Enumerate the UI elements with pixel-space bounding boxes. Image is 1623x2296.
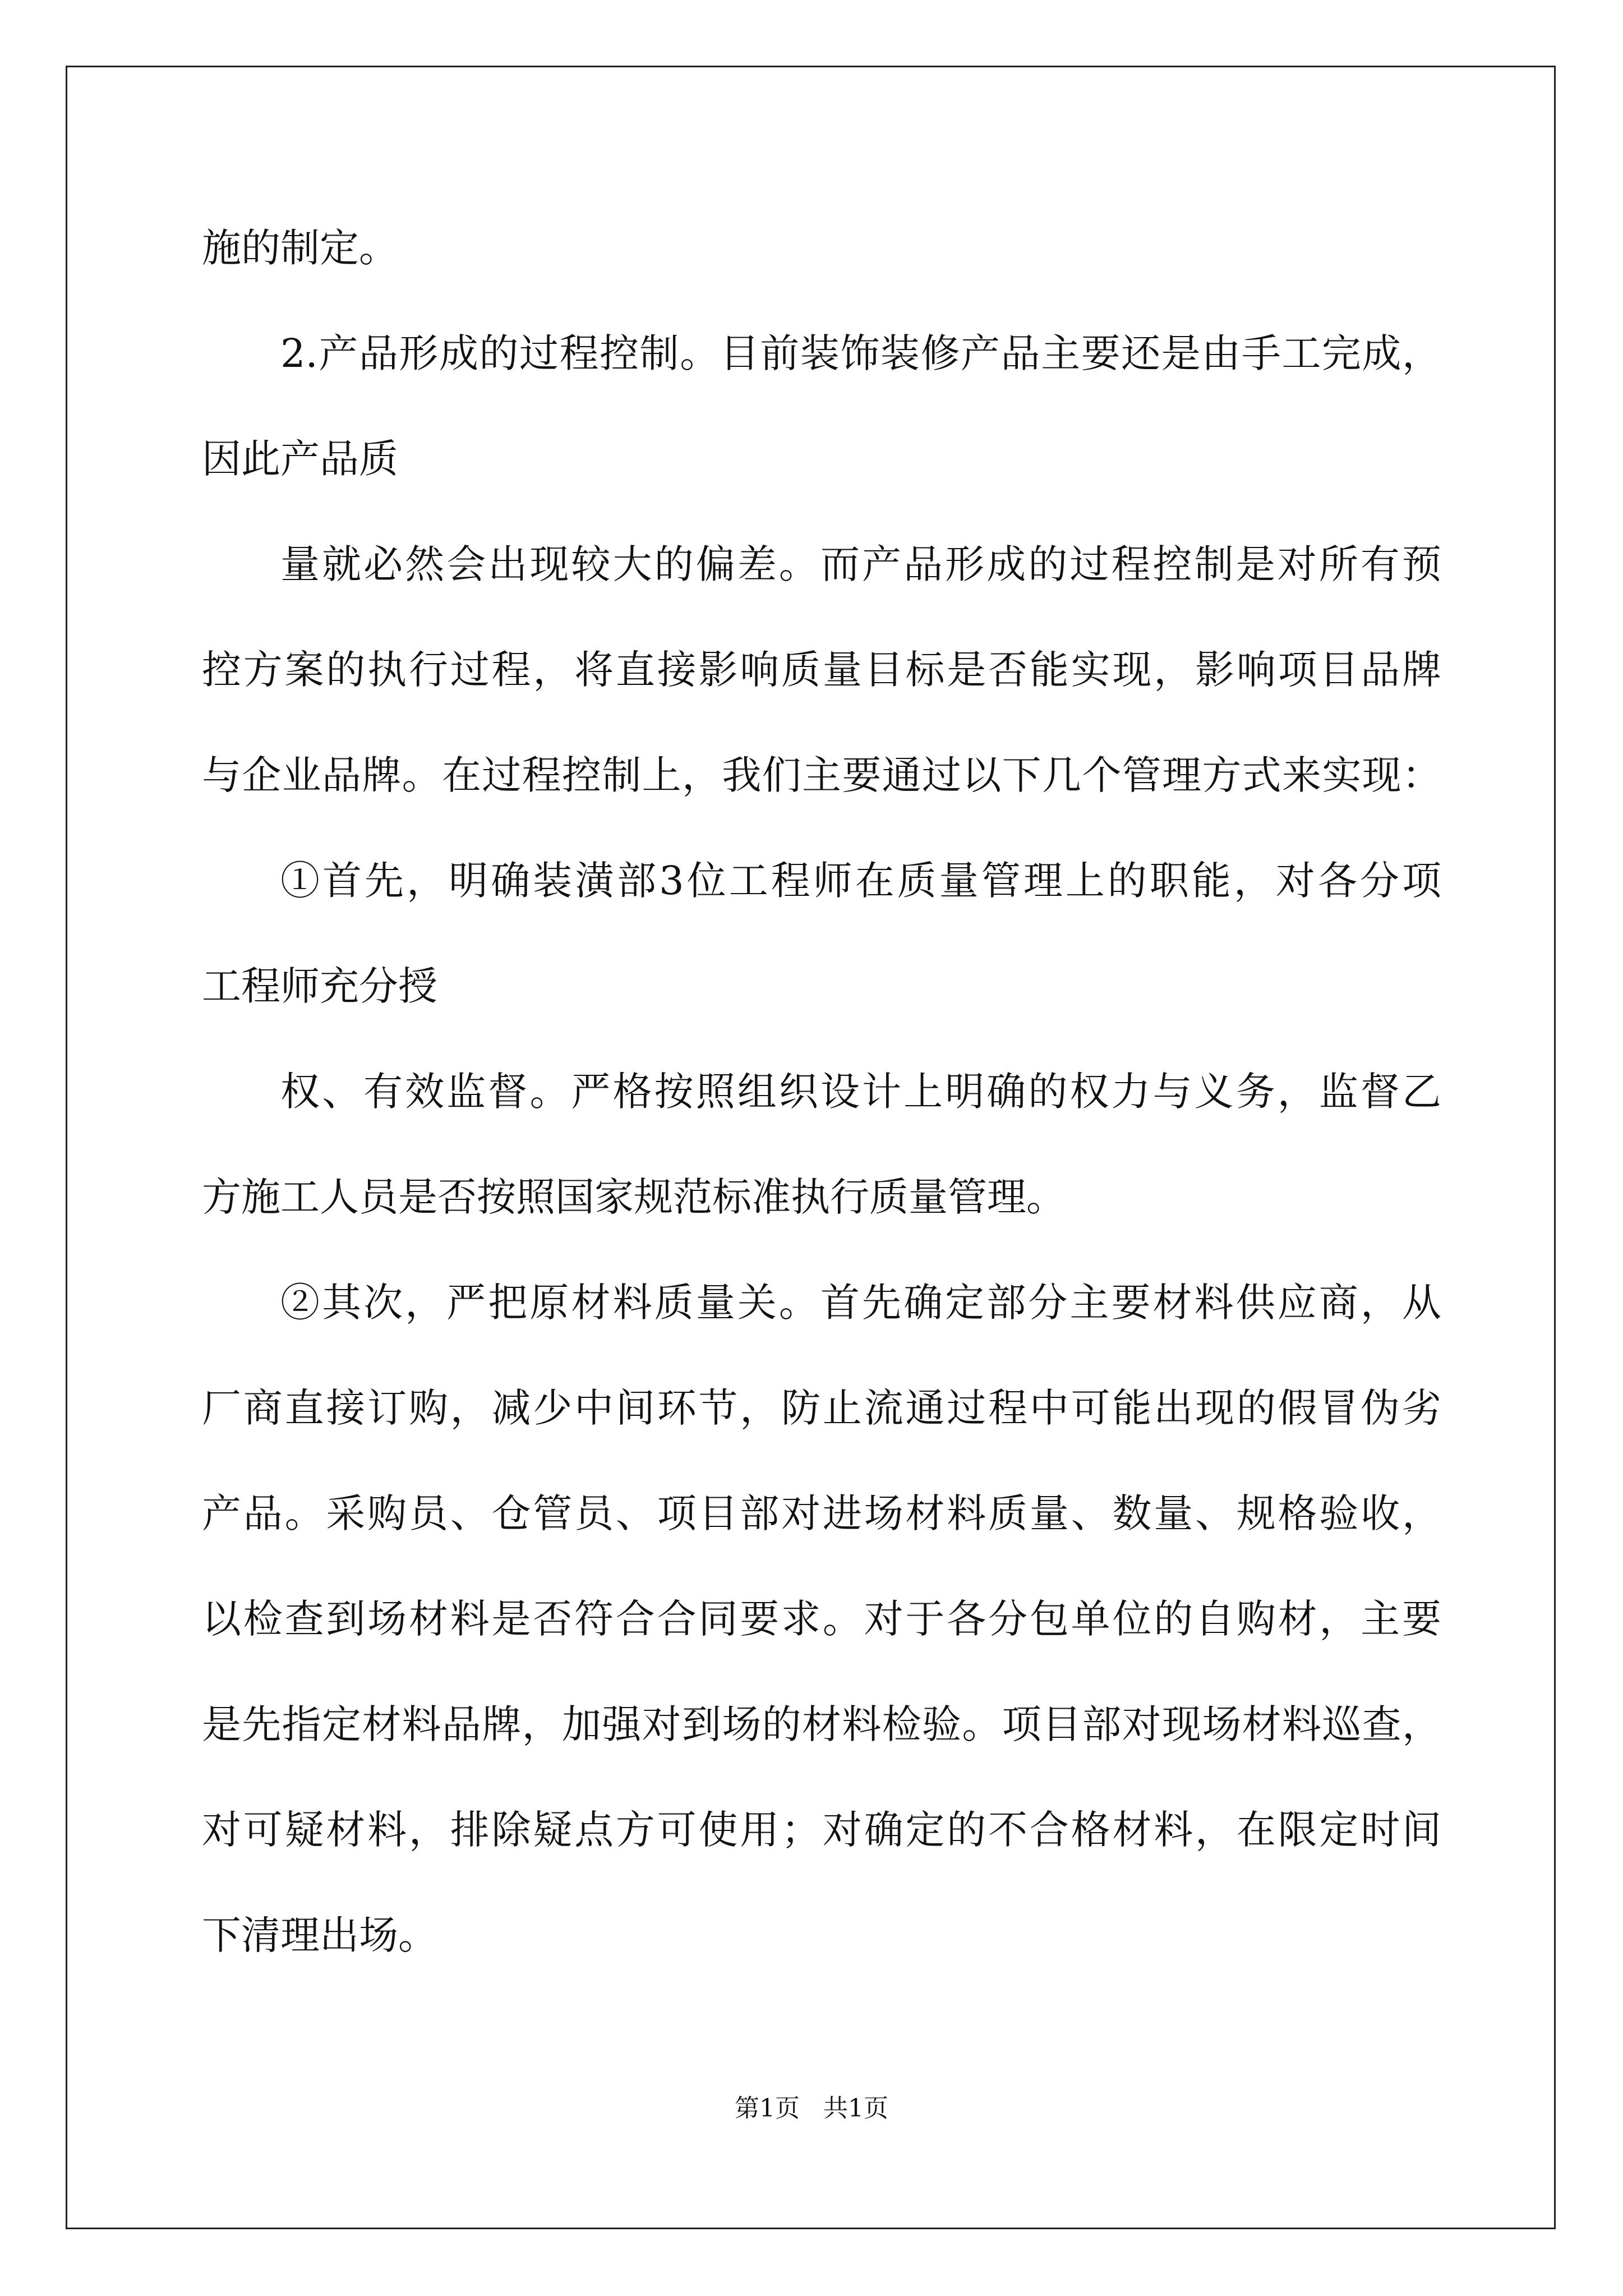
text-line: 量就必然会出现较大的偏差。而产品形成的过程控制是对所有预 (280, 541, 1441, 587)
text-line: 工程师充分授 (202, 963, 437, 1009)
text-line: 因此产品质 (202, 436, 398, 482)
text-line: 对可疑材料，排除疑点方可使用；对确定的不合格材料，在限定时间 (202, 1807, 1441, 1853)
text-line: 与企业品牌。在过程控制上，我们主要通过以下几个管理方式来实现： (202, 752, 1441, 798)
text-line: 下清理出场。 (202, 1912, 437, 1958)
text-line: ①首先，明确装潢部3位工程师在质量管理上的职能，对各分项 (280, 858, 1441, 904)
text-line: 权、有效监督。严格按照组织设计上明确的权力与义务，监督乙 (280, 1069, 1441, 1115)
text-line: 施的制定。 (202, 225, 398, 271)
page-frame (66, 66, 1556, 2229)
text-line: 是先指定材料品牌，加强对到场的材料检验。项目部对现场材料巡查， (202, 1701, 1441, 1747)
text-line: ②其次，严把原材料质量关。首先确定部分主要材料供应商，从 (280, 1280, 1441, 1326)
text-line: 以检查到场材料是否符合合同要求。对于各分包单位的自购材，主要 (202, 1596, 1441, 1642)
text-line: 2.产品形成的过程控制。目前装饰装修产品主要还是由手工完成， (280, 330, 1441, 376)
text-line: 控方案的执行过程，将直接影响质量目标是否能实现，影响项目品牌 (202, 647, 1441, 693)
page-footer: 第1页 共1页 (735, 2094, 888, 2123)
text-line: 厂商直接订购，减少中间环节，防止流通过程中可能出现的假冒伪劣 (202, 1385, 1441, 1431)
text-line: 方施工人员是否按照国家规范标准执行质量管理。 (202, 1174, 1066, 1220)
text-line: 产品。采购员、仓管员、项目部对进场材料质量、数量、规格验收， (202, 1490, 1441, 1536)
